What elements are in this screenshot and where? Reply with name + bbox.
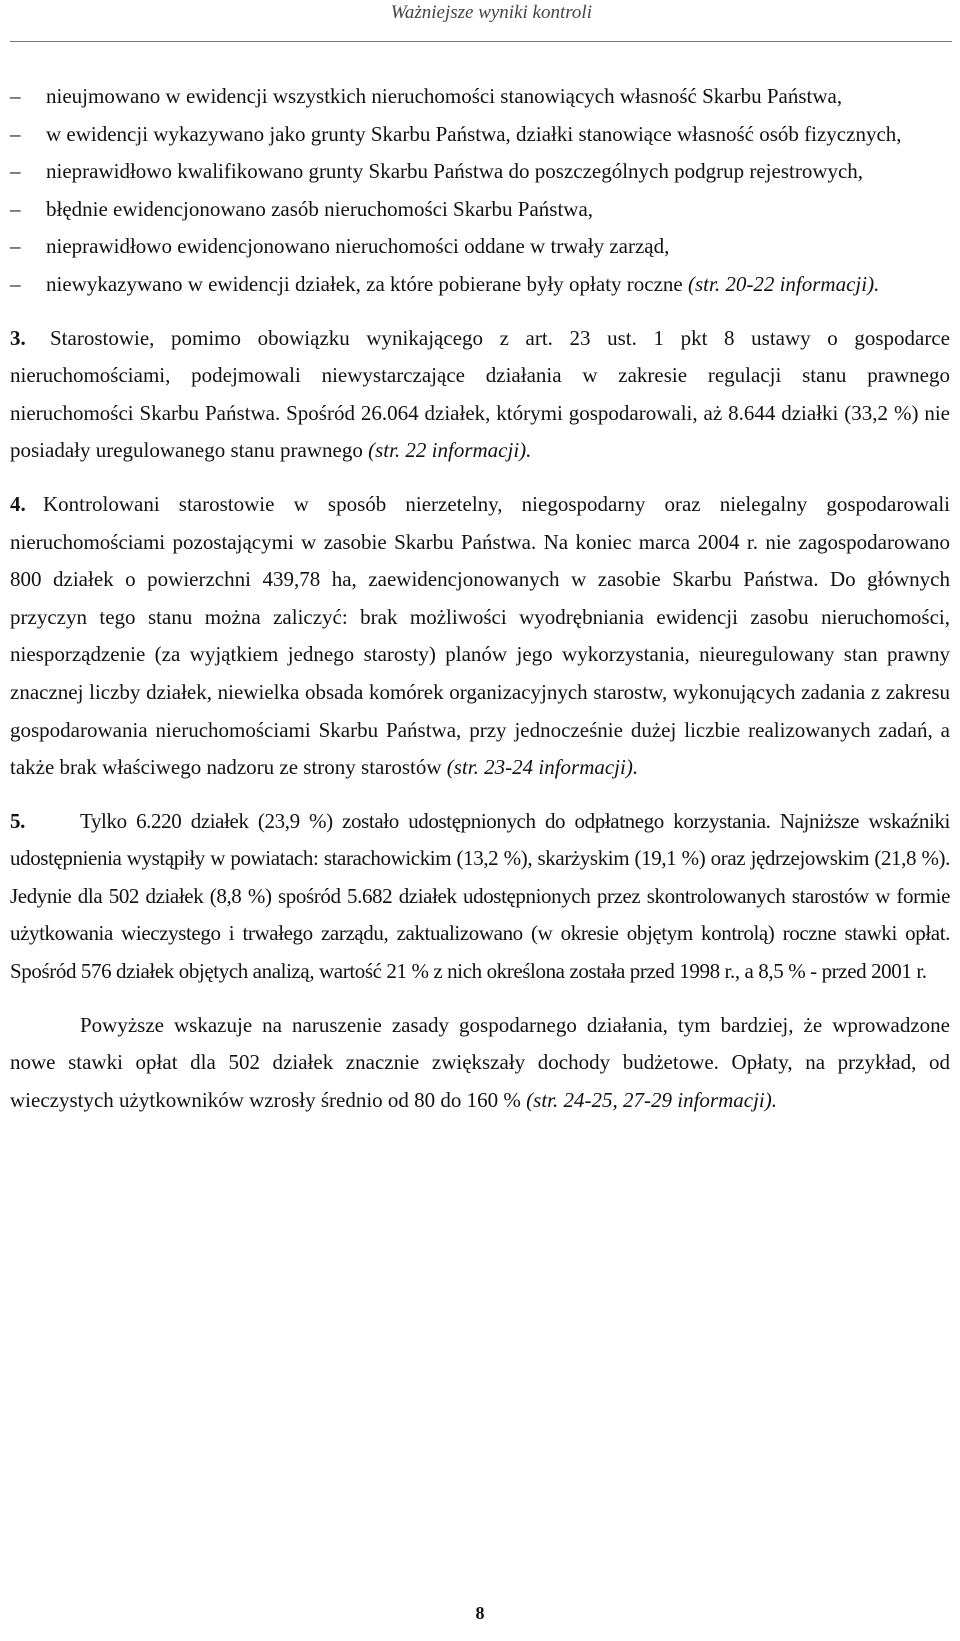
source-reference: (str. 22 informacji). — [368, 438, 532, 463]
list-item — [10, 228, 950, 266]
paragraph-text: Kontrolowani starostowie w sposób nierzetelny, niegospodarny oraz nielegalny gospodarowali nieruchomościami pozostającymi w zasobie Skarbu Państwa. Na koniec marca 2004 r. nie zagospodarowano 800 działek o powierzchni 439,78 ha, zaewidencjonowanych w zasobie Skarbu Państwa. Do głównych przyczyn tego stanu można zaliczyć: brak możliwości wyodrębniania ewidencji zasobu nieruchomości, niesporządzenie (za wyjątkiem jednego starosty) planów jego wykorzystania, nieuregulowany stan prawny znacznej liczby działek, niewielka obsada komórek organizacyjnych starostw, wykonujących zadania z zakresu gospodarowania nieruchomościami Skarbu Państwa, przy jednocześnie dużej liczbie realizowanych zadań, a także brak właściwego nadzoru ze strony starostów — [10, 491, 950, 780]
paragraph-6 — [10, 1007, 950, 1120]
paragraph-number: 3. — [10, 325, 26, 350]
paragraph-number: 5. — [10, 808, 25, 833]
source-reference: (str. 20-22 informacji). — [688, 271, 880, 296]
page-number: 8 — [475, 1603, 485, 1623]
header-title: Ważniejsze wyniki kontroli — [390, 2, 592, 23]
paragraph-3 — [10, 320, 950, 470]
list-item-text: w ewidencji wykazywano jako grunty Skarbu Państwa, działki stanowiące własność osób fizycznych, — [46, 121, 902, 146]
document-body — [10, 78, 950, 1119]
paragraph-5 — [10, 803, 950, 991]
dash-bullet: – — [10, 84, 21, 108]
paragraph-text: Starostowie, pomimo obowiązku wynikającego z art. 23 ust. 1 pkt 8 ustawy o gospodarce nieruchomościami, podejmowali niewystarczające działania w zakresie regulacji stanu prawnego nieruchomości Skarbu Państwa. Spośród 26.064 działek, którymi gospodarowali, aż 8.644 działki (33,2 %) nie posiadały uregulowanego stanu prawnego — [10, 325, 950, 463]
list-item — [10, 116, 950, 154]
list-item — [10, 191, 950, 229]
source-reference: (str. 24-25, 27-29 informacji). — [526, 1087, 777, 1112]
dash-bullet: – — [10, 196, 21, 221]
dash-bullet: – — [10, 159, 21, 184]
source-reference: (str. 23-24 informacji). — [446, 755, 639, 780]
list-item — [10, 78, 950, 116]
page-header — [0, 0, 960, 42]
paragraph-text: Tylko 6.220 działek (23,9 %) zostało udostępnionych do odpłatnego korzystania. Najniższe wskaźniki udostępnienia wystąpiły w powiatach: starachowickim (13,2 %), skarżyskim (19,1 %) oraz jędrzejowskim (21,8 %). Jedynie dla 502 działek (8,8 %) spośród 5.682 działek udostępnionych przez skontrolowanych starostów w formie użytkowania wieczystego i trwałego zarządu, zaktualizowano (w okresie objętym kontrolą) roczne stawki opłat. Spośród 576 działek objętych analizą, wartość 21 % z nich określona została przed 1998 r., a 8,5 % - przed 2001 r. — [10, 808, 950, 984]
dash-bullet: – — [10, 234, 21, 259]
header-rule — [10, 41, 952, 42]
paragraph-4 — [10, 486, 950, 787]
list-item-text: nieprawidłowo ewidencjonowano nieruchomości oddane w trwały zarząd, — [46, 234, 670, 259]
dash-bullet: – — [10, 271, 21, 296]
list-item — [10, 266, 950, 304]
paragraph-number: 4. — [10, 491, 26, 516]
paragraph-text: Powyższe wskazuje na naruszenie zasady gospodarnego działania, tym bardziej, że wprowadzone nowe stawki opłat dla 502 działek znacznie zwiększały dochody budżetowe. Opłaty, na przykład, od wieczystych użytkowników wzrosły średnio od 80 do 160 % — [10, 1012, 950, 1112]
dash-bullet: – — [10, 121, 21, 146]
list-item — [10, 153, 950, 191]
list-item-text: nieujmowano w ewidencji wszystkich nieruchomości stanowiących własność Skarbu Państwa, — [46, 84, 843, 108]
list-item-text: niewykazywano w ewidencji działek, za które pobierane były opłaty roczne — [46, 271, 683, 296]
list-item-text: nieprawidłowo kwalifikowano grunty Skarbu Państwa do poszczególnych podgrup rejestrowych, — [46, 159, 864, 184]
list-item-text: błędnie ewidencjonowano zasób nieruchomości Skarbu Państwa, — [46, 196, 594, 221]
